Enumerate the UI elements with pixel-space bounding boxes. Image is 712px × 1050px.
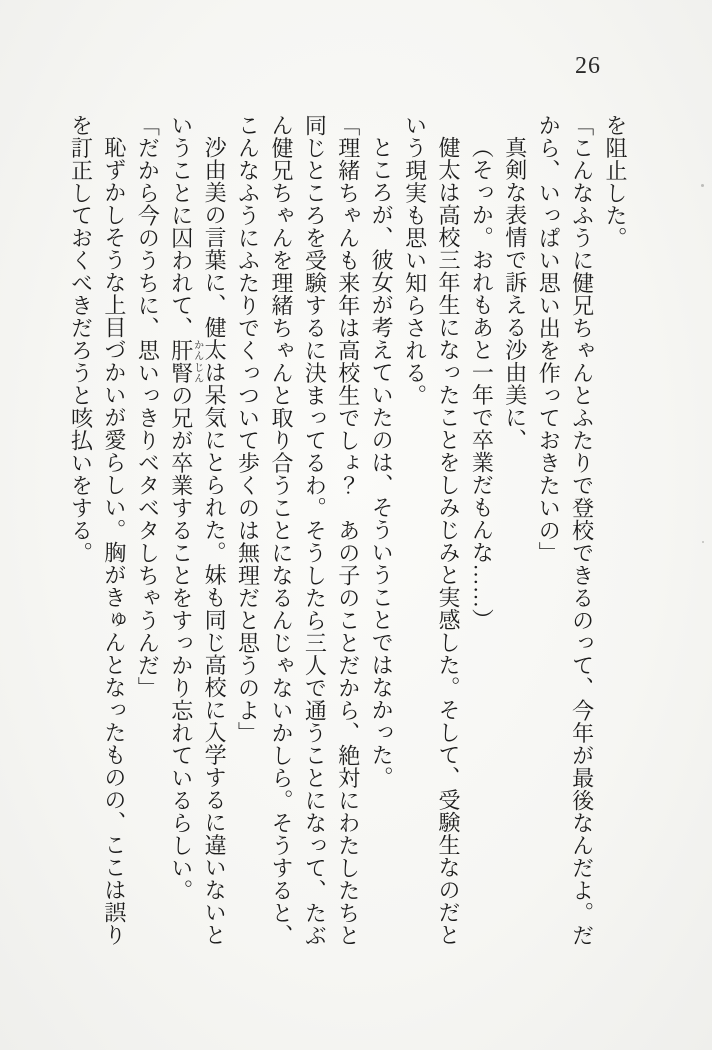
paragraph: 健太は高校三年生になったことをしみじみと実感した。そして、受験生なのだという現実も思い知らされる。: [402, 114, 461, 946]
paragraph: 恥ずかしそうな上目づかいが愛らしい。胸がきゅんとなったものの、ここは誤りを訂正しておくべきだろうと咳払いをする。: [68, 114, 127, 946]
page-number: 26: [575, 53, 601, 79]
page-text: [64, 114, 632, 962]
paragraph: 「だから今のうちに、思いっきりベタベタしちゃうんだ」: [135, 114, 161, 699]
ruby-annotation: 肝腎かんじん: [168, 339, 203, 384]
scan-speck: [702, 541, 704, 543]
paragraph: ところが、彼女が考えていたのは、そういうことではなかった。: [369, 136, 395, 789]
paragraph: 「理緒ちゃんも来年は高校生でしょ？ あの子のことだから、絶対にわたしたちと同じところを受験するに決まってるわ。そうしたら三人で通うことになって、たぶん健兄ちゃんを理緒ちゃんと取り合うことになるんじゃないかしら。そうすると、こんなふうにふたりでくっついて歩くのは無理だと思うのよ」: [235, 114, 361, 947]
scan-speck: [701, 184, 704, 187]
paragraph: （そっか。おれもあと一年で卒業だもんな……）: [469, 136, 495, 631]
paragraph: を阻止した。: [603, 114, 628, 249]
paragraph: 真剣な表情で訴える沙由美に、: [502, 136, 528, 451]
paragraph: 沙由美の言葉に、健太は呆気にとられた。妹も同じ高校に入学するに違いないということに囚われて、肝腎かんじんの兄が卒業することをすっかり忘れているらしい。: [168, 114, 228, 946]
paragraph: 「こんなふうに健兄ちゃんとふたりで登校できるのって、今年が最後なんだよ。だから、いっぱい思い出を作っておきたいの」: [536, 114, 595, 947]
